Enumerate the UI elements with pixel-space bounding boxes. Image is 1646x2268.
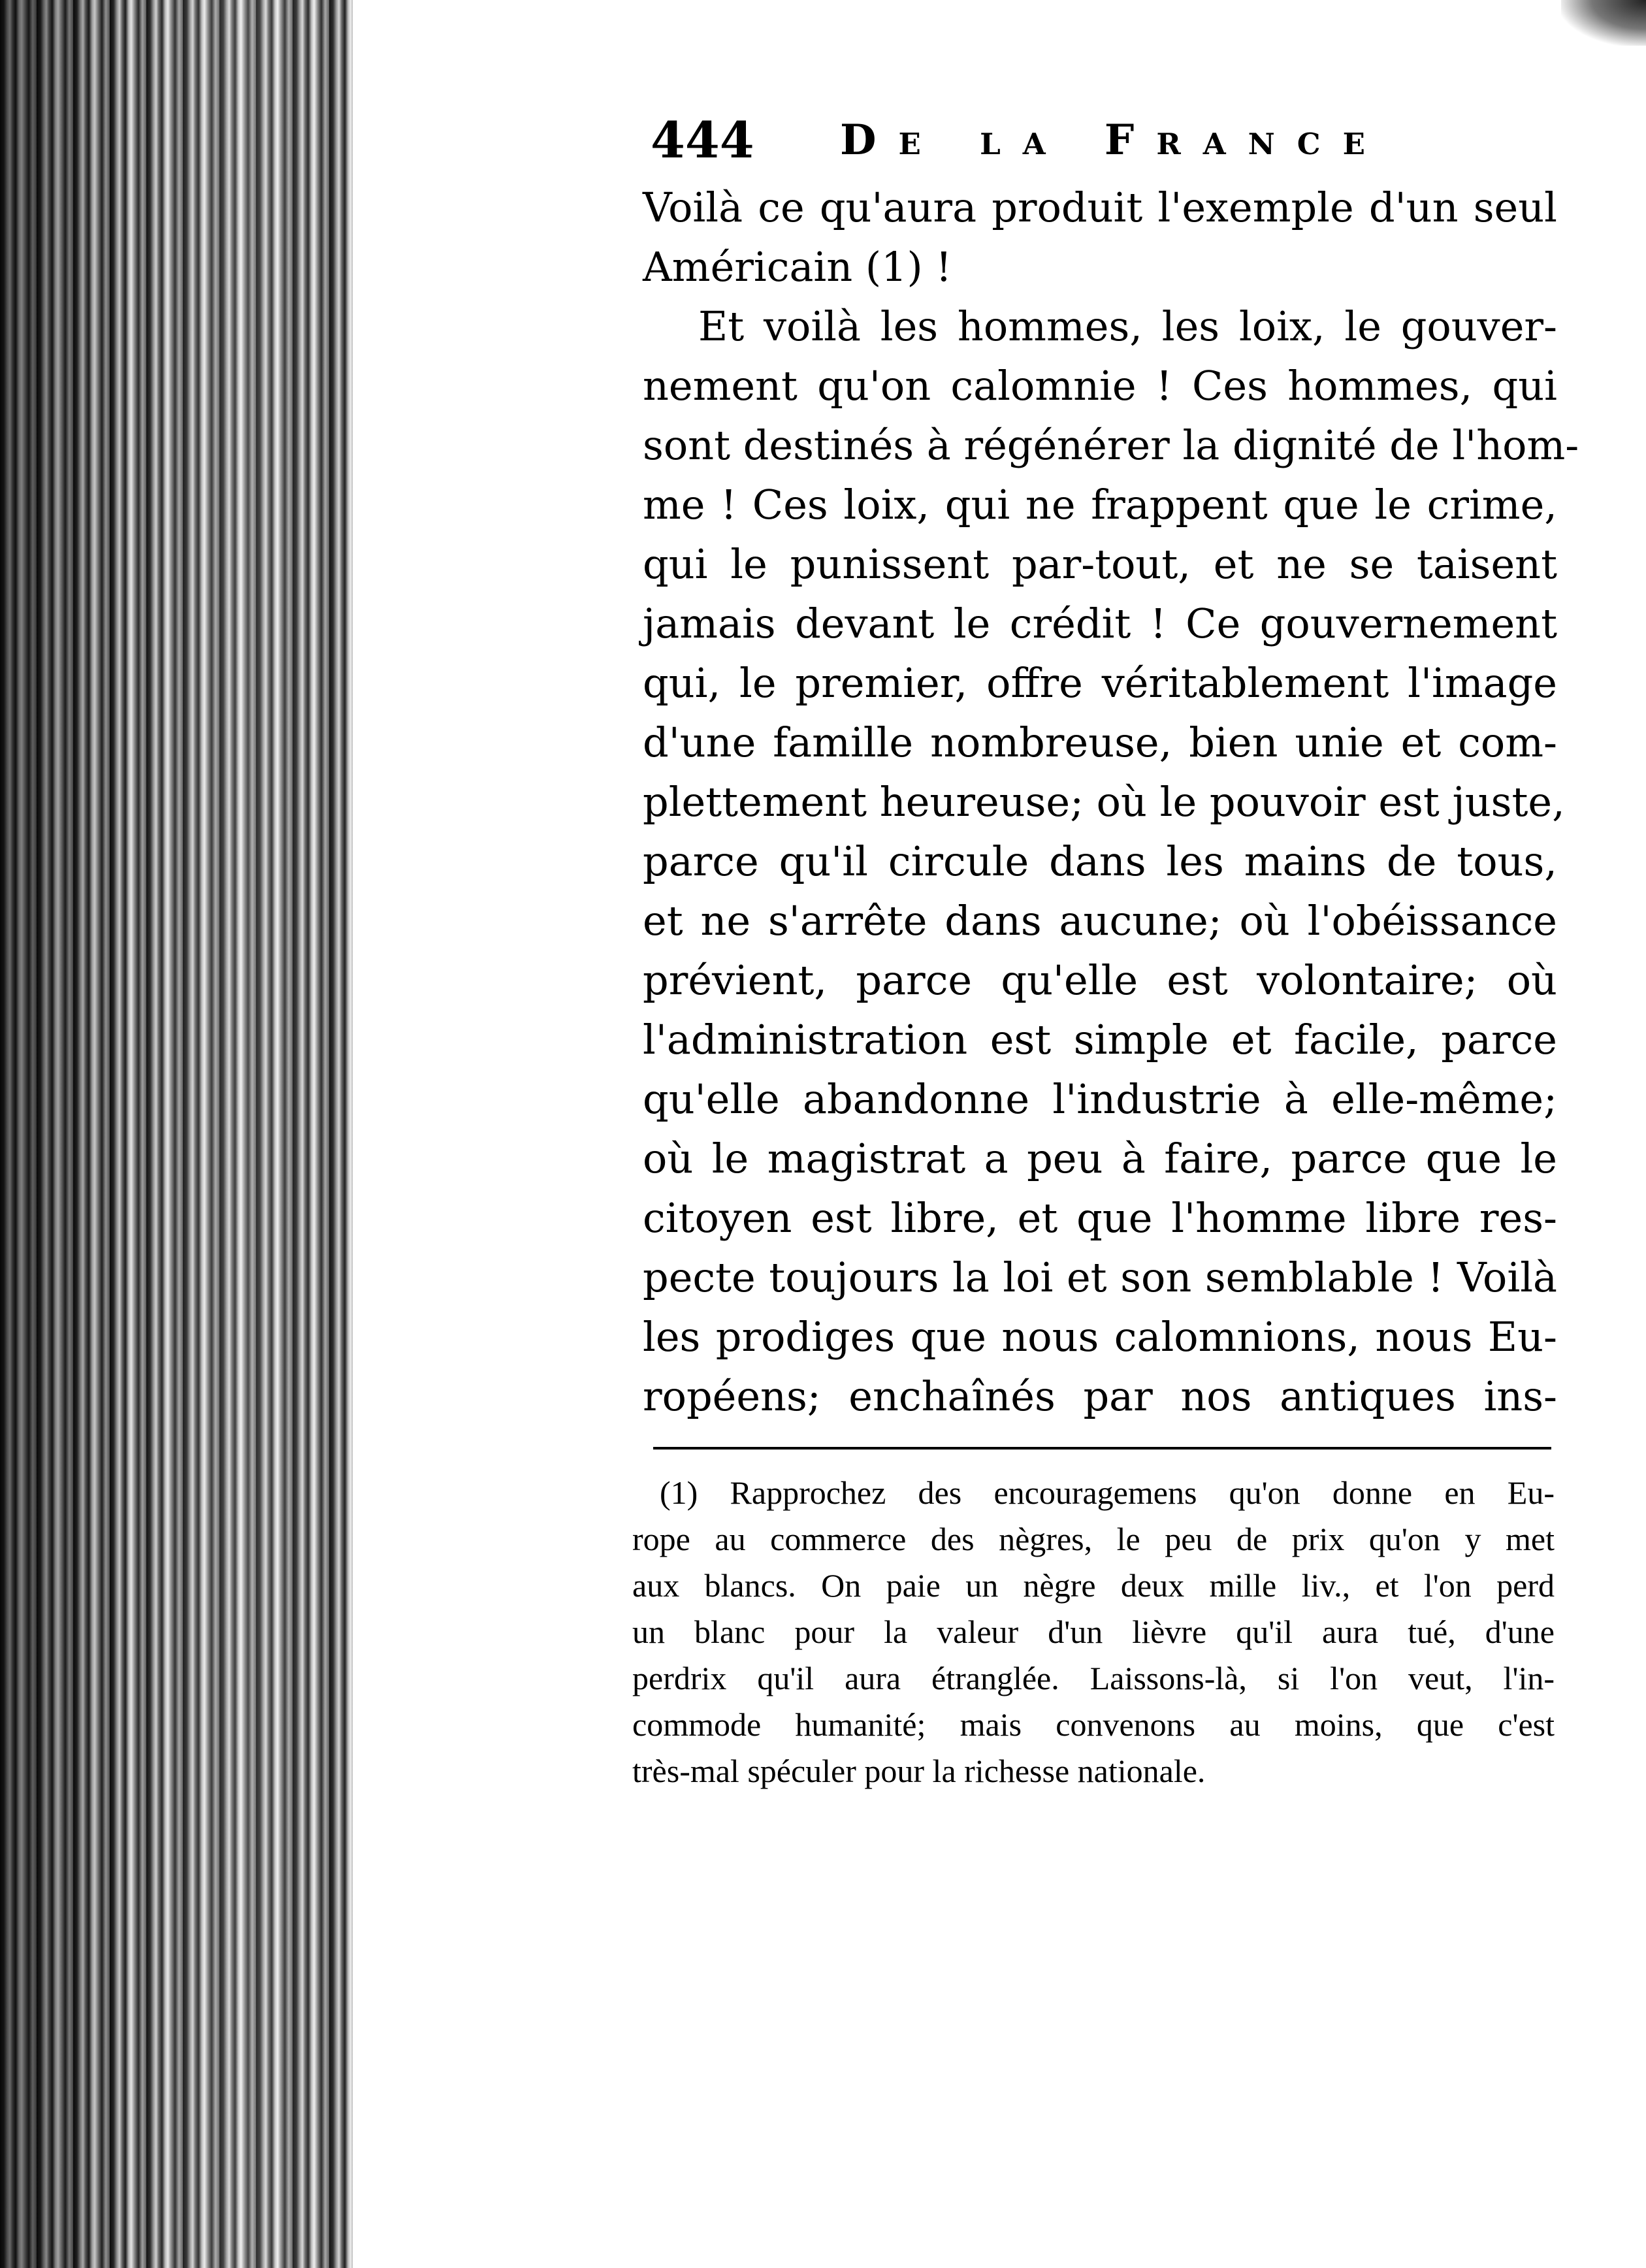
body-line: et ne s'arrête dans aucune; où l'obéissance <box>643 897 1557 945</box>
body-line: ropéens; enchaînés par nos antiques ins- <box>643 1372 1557 1420</box>
footnote-separator <box>653 1447 1551 1450</box>
body-line: qui, le premier, offre véritablement l'image <box>643 659 1557 707</box>
body-line: nement qu'on calomnie ! Ces hommes, qui <box>643 362 1557 410</box>
body-line: jamais devant le crédit ! Ce gouvernement <box>643 600 1557 647</box>
body-line: prévient, parce qu'elle est volontaire; où <box>643 956 1557 1004</box>
footnote-line: rope au commerce des nègres, le peu de prix qu'on y met <box>632 1521 1555 1557</box>
body-line: pecte toujours la loi et son semblable ! Voilà <box>643 1254 1557 1301</box>
body-line: les prodiges que nous calomnions, nous Eu- <box>643 1313 1557 1361</box>
body-line: me ! Ces loix, qui ne frappent que le crime, <box>643 481 1557 528</box>
body-line: d'une famille nombreuse, bien unie et com- <box>643 719 1557 766</box>
page-corner-shadow <box>1561 0 1646 46</box>
footnote <box>632 1470 1555 1794</box>
body-line: Américain (1) ! <box>643 243 952 291</box>
body-text <box>643 178 1579 1426</box>
body-line: Et voilà les hommes, les loix, le gouver- <box>698 302 1557 350</box>
footnote-line: aux blancs. On paie un nègre deux mille liv., et l'on perd <box>632 1567 1555 1604</box>
book-gutter <box>0 0 353 2268</box>
body-line: qu'elle abandonne l'industrie à elle-même; <box>643 1075 1557 1123</box>
body-line: plettement heureuse; où le pouvoir est juste, <box>643 778 1565 826</box>
body-line: parce qu'il circule dans les mains de tous, <box>643 837 1557 885</box>
running-head <box>651 105 1434 176</box>
footnote-line: un blanc pour la valeur d'un lièvre qu'il aura tué, d'une <box>632 1613 1555 1650</box>
running-title: De la France <box>840 116 1387 165</box>
body-line: citoyen est libre, et que l'homme libre res- <box>643 1194 1557 1242</box>
page-number: 444 <box>651 111 754 169</box>
body-line: l'administration est simple et facile, parce <box>643 1016 1557 1063</box>
body-line: qui le punissent par-tout, et ne se taisent <box>643 540 1557 588</box>
footnote-line: (1) Rapprochez des encouragemens qu'on donne en Eu- <box>660 1474 1555 1511</box>
footnote-line: perdrix qu'il aura étranglée. Laissons-là, si l'on veut, l'in- <box>632 1660 1555 1696</box>
body-line: Voilà ce qu'aura produit l'exemple d'un seul <box>643 184 1557 231</box>
body-line: sont destinés à régénérer la dignité de l'hom- <box>643 421 1579 469</box>
footnote-line: commode humanité; mais convenons au moins, que c'est <box>632 1706 1555 1743</box>
footnote-line: très-mal spéculer pour la richesse nationale. <box>632 1753 1206 1789</box>
body-line: où le magistrat a peu à faire, parce que le <box>643 1135 1557 1182</box>
